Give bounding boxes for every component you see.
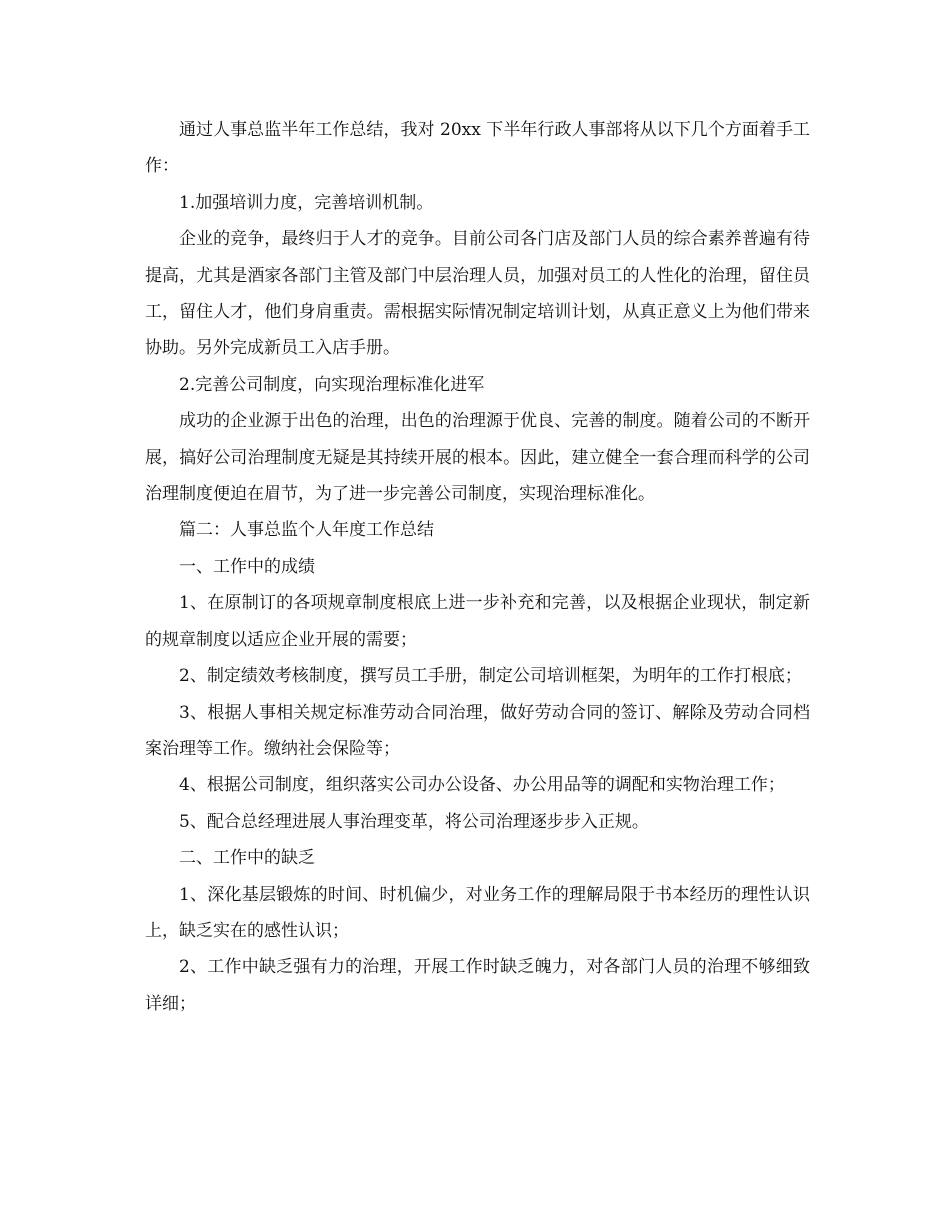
paragraph-achievement-2: 2、制定绩效考核制度，撰写员工手册，制定公司培训框架，为明年的工作打根底； bbox=[179, 666, 802, 687]
paragraph-shortcomings-heading: 二、工作中的缺乏 bbox=[179, 848, 315, 869]
document-body bbox=[145, 112, 810, 1022]
paragraph-achievement-4: 4、根据公司制度，组织落实公司办公设备、办公用品等的调配和实物治理工作； bbox=[179, 775, 785, 796]
paragraph-intro: 通过人事总监半年工作总结，我对 20xx 下半年行政人事部将从以下几个方面着手工作： bbox=[145, 120, 810, 177]
paragraph-item-2-body: 成功的企业源于出色的治理，出色的治理源于优良、完善的制度。随着公司的不断开展，搞好公司治理制度无疑是其持续开展的根本。因此，建立健全一套合理而科学的公司治理制度便迫在眉节，为了进一步完善公司制度，实现治理标准化。 bbox=[145, 411, 810, 505]
paragraph-item-2-heading: 2.完善公司制度，向实现治理标准化进军 bbox=[179, 374, 485, 395]
paragraph-section-title: 篇二：人事总监个人年度工作总结 bbox=[179, 520, 434, 541]
paragraph-achievements-heading: 一、工作中的成绩 bbox=[179, 556, 315, 577]
paragraph-achievement-1: 1、在原制订的各项规章制度根底上进一步补充和完善，以及根据企业现状，制定新的规章制度以适应企业开展的需要； bbox=[145, 593, 810, 650]
paragraph-achievement-3: 3、根据人事相关规定标准劳动合同治理，做好劳动合同的签订、解除及劳动合同档案治理等工作。缴纳社会保险等； bbox=[145, 702, 810, 759]
paragraph-shortcoming-1: 1、深化基层锻炼的时间、时机偏少，对业务工作的理解局限于书本经历的理性认识上，缺乏实在的感性认识； bbox=[145, 884, 810, 941]
paragraph-achievement-5: 5、配合总经理进展人事治理变革，将公司治理逐步步入正规。 bbox=[179, 811, 649, 832]
paragraph-item-1-body: 企业的竞争，最终归于人才的竞争。目前公司各门店及部门人员的综合素养普遍有待提高，尤其是酒家各部门主管及部门中层治理人员，加强对员工的人性化的治理，留住员工，留住人才，他们身肩重责。需根据实际情况制定培训计划，从真正意义上为他们带来协助。另外完成新员工入店手册。 bbox=[145, 229, 810, 359]
paragraph-item-1-heading: 1.加强培训力度，完善培训机制。 bbox=[179, 192, 434, 213]
paragraph-shortcoming-2: 2、工作中缺乏强有力的治理，开展工作时缺乏魄力，对各部门人员的治理不够细致详细； bbox=[145, 957, 810, 1014]
